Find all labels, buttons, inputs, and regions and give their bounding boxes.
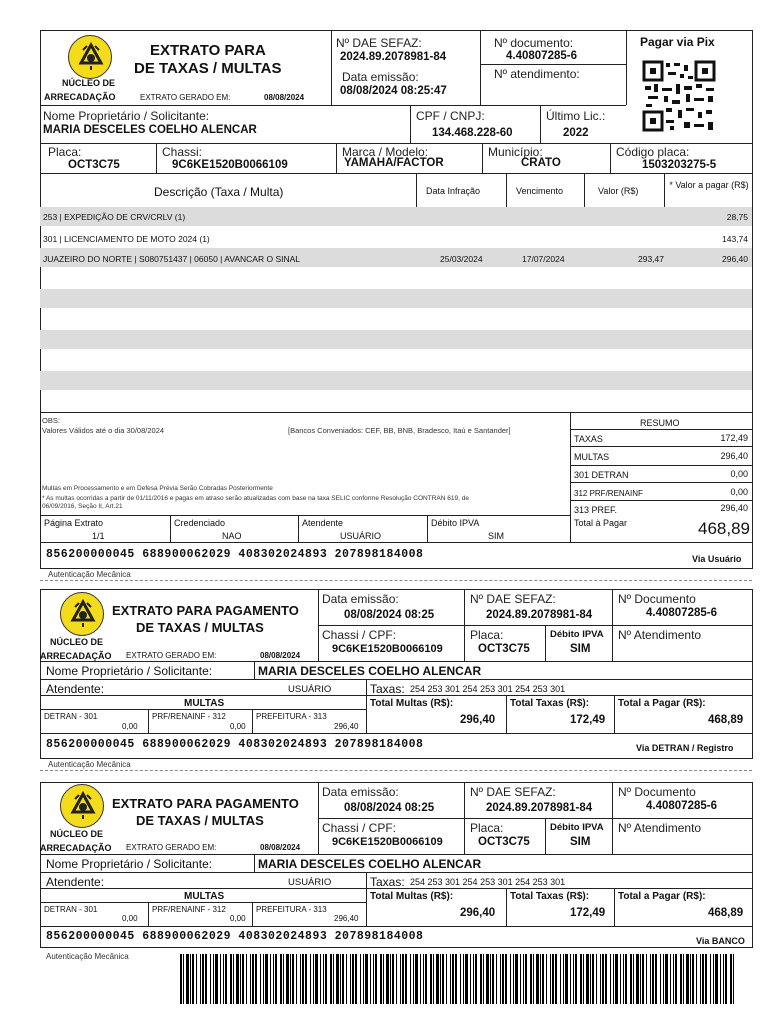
slip-multas-title: MULTAS (184, 698, 225, 709)
obs-note2: * As multas ocorridas a partir de 01/11/2016 e pagas em atraso serão atualizadas com base na taxa SELIC conforme Resolução CONTRAN 619, de (42, 495, 469, 502)
doc-value: 4.40807285-6 (506, 50, 577, 62)
summary-total-value: 468,89 (698, 519, 750, 538)
row-topay: 28,75 (726, 212, 748, 222)
slip-dae-value: 2024.89.2078981-84 (486, 609, 593, 621)
summary-value-pref: 296,40 (720, 503, 748, 513)
recycle-logo-icon (60, 592, 104, 636)
attendant-label: Atendente (302, 518, 344, 528)
slip-prf-label: PRF/RENAINF - 312 (152, 712, 226, 721)
slip-detran-label: DETRAN - 301 (44, 905, 98, 914)
slip-chassis-value: 9C6KE1520B0066109 (332, 643, 443, 655)
col-desc-header: Descrição (Taxa / Multa) (154, 185, 284, 199)
extract-title-line2: DE TAXAS / MULTAS (134, 60, 282, 77)
org-name-line2: ARRECADAÇÃO (44, 92, 116, 102)
row-due: 17/07/2024 (522, 254, 565, 264)
generated-label: EXTRATO GERADO EM: (126, 843, 217, 852)
extract-title-line1: EXTRATO PARA (150, 42, 266, 59)
cut-line (40, 580, 752, 581)
emission-label: Data emissão: (342, 70, 419, 84)
slip-plate-label: Placa: (470, 628, 504, 642)
ipva-debt-value: SIM (488, 531, 505, 541)
summary-value-detran: 0,00 (730, 469, 748, 479)
chassis-label: Chassi: (162, 145, 203, 159)
ipva-debt-label: Débito IPVA (431, 518, 480, 528)
slip-owner-label: Nome Proprietário / Solicitante: (46, 857, 213, 871)
slip-dae-label: Nº DAE SEFAZ: (470, 592, 556, 606)
slip-taxes-label: Taxas: (370, 875, 405, 889)
slip-dae-value: 2024.89.2078981-84 (486, 802, 593, 814)
row-desc: 253 | EXPEDIÇÃO DE CRV/CRLV (1) (43, 212, 186, 222)
summary-label-detran: 301 DETRAN (574, 470, 629, 480)
pix-label: Pagar via Pix (640, 35, 715, 49)
table-band (40, 330, 752, 349)
slip-doc-value: 4.40807285-6 (646, 607, 717, 619)
slip-detran-value: 0,00 (122, 914, 138, 923)
slip-title-line1: EXTRATO PARA PAGAMENTO (112, 796, 299, 811)
mechanical-auth-label: Autenticação Mecânica (48, 570, 131, 579)
last-lic-label: Último Lic.: (546, 109, 606, 123)
via-bank-label: Via BANCO (696, 936, 745, 946)
slip-total-taxas-label: Total Taxas (R$): (510, 891, 590, 902)
doc-label: Nº documento: (494, 36, 574, 50)
cpf-value: 134.468.228-60 (432, 127, 513, 139)
plate-code-value: 1503203275-5 (642, 159, 717, 171)
slip-title-line2: DE TAXAS / MULTAS (136, 813, 264, 828)
slip-att-value: USUÁRIO (288, 877, 332, 888)
slip-chassis-value: 9C6KE1520B0066109 (332, 836, 443, 848)
pix-qr-code-icon[interactable] (642, 60, 716, 132)
org-name-line1: NÚCLEO DE (62, 78, 116, 88)
slip-prf-label: PRF/RENAINF - 312 (152, 905, 226, 914)
summary-value-prf: 0,00 (730, 487, 748, 497)
slip-total-pagar-label: Total a Pagar (R$): (618, 698, 706, 709)
slip-total-multas-value: 296,40 (460, 907, 496, 919)
slip-plate-value: OCT3C75 (478, 643, 530, 655)
slip-taxes-value: 254 253 301 254 253 301 254 253 301 (410, 877, 566, 887)
org-name-line2: ARRECADAÇÃO (40, 843, 112, 853)
barcode-digits: 856200000045 688900062029 408302024893 207898184008 (46, 738, 424, 751)
slip-pref-value: 296,40 (334, 722, 359, 731)
dae-label: Nº DAE SEFAZ: (336, 36, 422, 50)
col-date-header: Data Infração (426, 186, 481, 196)
barcode-digits: 856200000045 688900062029 408302024893 207898184008 (46, 548, 424, 561)
table-band (40, 289, 752, 308)
slip-pref-label: PREFEITURA - 313 (256, 712, 327, 721)
obs-valid-date: Valores Válidos até o dia 30/08/2024 (42, 426, 165, 435)
slip-detran-label: DETRAN - 301 (44, 712, 98, 721)
city-label: Município: (488, 145, 543, 159)
slip-total-multas-label: Total Multas (R$): (370, 698, 454, 709)
slip-ipva-value: SIM (570, 643, 591, 655)
mechanical-auth-label: Autenticação Mecânica (46, 952, 129, 961)
generated-label: EXTRATO GERADO EM: (140, 93, 231, 102)
slip-att-label: Atendente: (46, 682, 105, 696)
generated-label: EXTRATO GERADO EM: (126, 651, 217, 660)
slip-att-value: USUÁRIO (288, 684, 332, 695)
slip-owner-label: Nome Proprietário / Solicitante: (46, 664, 213, 678)
row-topay: 296,40 (722, 254, 748, 264)
obs-note3: 06/09/2016, Seção II, Art.21 (42, 503, 123, 510)
slip-ipva-value: SIM (570, 836, 591, 848)
row-desc: JUAZEIRO DO NORTE | S080751437 | 06050 | AVANCAR O SINAL (43, 254, 301, 264)
generated-date: 08/08/2024 (260, 843, 301, 852)
slip-multas-title: MULTAS (184, 891, 225, 902)
brand-label: Marca / Modelo: (342, 145, 429, 159)
slip-emission-label: Data emissão: (322, 785, 399, 799)
slip-title-line1: EXTRATO PARA PAGAMENTO (112, 603, 299, 618)
plate-value: OCT3C75 (68, 159, 120, 171)
recycle-logo-icon (60, 784, 104, 828)
slip-total-multas-value: 296,40 (460, 714, 496, 726)
plate-code-label: Código placa: (616, 145, 690, 159)
row-topay: 143,74 (722, 234, 748, 244)
emission-value: 08/08/2024 08:25:47 (340, 85, 447, 97)
city-value: CRATO (521, 157, 561, 169)
summary-total-label: Total à Pagar (574, 518, 628, 528)
page-extract-value: 1/1 (92, 531, 105, 541)
slip-prf-value: 0,00 (230, 914, 246, 923)
slip-owner-value: MARIA DESCELES COELHO ALENCAR (258, 664, 482, 678)
org-name-line1: NÚCLEO DE (50, 637, 104, 647)
generated-date: 08/08/2024 (264, 93, 305, 102)
org-name-line1: NÚCLEO DE (50, 829, 104, 839)
slip-total-taxas-value: 172,49 (570, 907, 606, 919)
credentialed-label: Credenciado (174, 518, 226, 528)
mechanical-auth-label: Autenticação Mecânica (48, 760, 131, 769)
last-lic-value: 2022 (563, 127, 589, 139)
slip-emission-value: 08/08/2024 08:25 (344, 609, 435, 621)
col-value-header: Valor (R$) (598, 186, 639, 196)
summary-title: RESUMO (640, 418, 680, 428)
slip-total-taxas-label: Total Taxas (R$): (510, 698, 590, 709)
slip-total-taxas-value: 172,49 (570, 714, 606, 726)
via-user-label: Via Usuário (692, 554, 742, 564)
generated-date: 08/08/2024 (260, 651, 301, 660)
slip-ipva-label: Débito IPVA (550, 822, 604, 833)
summary-value-taxas: 172,49 (720, 433, 748, 443)
obs-note1: Multas em Processamento e em Defesa Prévia Serão Cobradas Posteriormente (42, 485, 273, 492)
slip-doc-label: Nº Documento (618, 785, 696, 799)
summary-label-taxas: TAXAS (574, 434, 603, 444)
chassis-value: 9C6KE1520B0066109 (172, 159, 288, 171)
row-value: 293,47 (638, 254, 664, 264)
summary-value-multas: 296,40 (720, 451, 748, 461)
cut-line (40, 770, 752, 771)
owner-label: Nome Proprietário / Solicitante: (43, 109, 210, 123)
slip-detran-value: 0,00 (122, 722, 138, 731)
slip-dae-label: Nº DAE SEFAZ: (470, 785, 556, 799)
page-extract-label: Página Extrato (44, 518, 104, 528)
slip-chassis-label: Chassi / CPF: (322, 821, 397, 835)
plate-label: Placa: (48, 145, 82, 159)
slip-plate-label: Placa: (470, 821, 504, 835)
slip-emission-label: Data emissão: (322, 592, 399, 606)
table-band (40, 371, 752, 390)
brand-value: YAMAHA/FACTOR (344, 157, 444, 169)
obs-label: OBS: (42, 416, 60, 425)
slip-owner-value: MARIA DESCELES COELHO ALENCAR (258, 857, 482, 871)
obs-banks: [Bancos Conveniados: CEF, BB, BNB, Bradesco, Itaú e Santander] (288, 426, 511, 435)
slip-att-label: Atendente: (46, 875, 105, 889)
slip-total-pagar-value: 468,89 (708, 907, 744, 919)
slip-pref-label: PREFEITURA - 313 (256, 905, 327, 914)
col-topay-header: * Valor a pagar (R$) (669, 180, 749, 190)
attendant-value: USUÁRIO (340, 531, 382, 541)
slip-emission-value: 08/08/2024 08:25 (344, 802, 435, 814)
summary-label-prf: 312 PRF/RENAINF (574, 489, 643, 498)
payment-barcode-icon[interactable] (180, 954, 740, 1004)
credentialed-value: NAO (222, 531, 242, 541)
slip-att-no-label: Nº Atendimento (618, 821, 702, 835)
summary-label-pref: 313 PREF. (574, 505, 618, 515)
slip-doc-label: Nº Documento (618, 592, 696, 606)
cpf-label: CPF / CNPJ: (416, 109, 485, 123)
slip-title-line2: DE TAXAS / MULTAS (136, 620, 264, 635)
slip-doc-value: 4.40807285-6 (646, 800, 717, 812)
slip-total-pagar-value: 468,89 (708, 714, 744, 726)
slip-att-no-label: Nº Atendimento (618, 628, 702, 642)
slip-taxes-label: Taxas: (370, 682, 405, 696)
owner-value: MARIA DESCELES COELHO ALENCAR (43, 124, 257, 136)
row-desc: 301 | LICENCIAMENTO DE MOTO 2024 (1) (43, 234, 210, 244)
dae-value: 2024.89.2078981-84 (340, 51, 447, 63)
recycle-logo-icon (68, 35, 112, 79)
slip-plate-value: OCT3C75 (478, 836, 530, 848)
slip-prf-value: 0,00 (230, 722, 246, 731)
slip-ipva-label: Débito IPVA (550, 629, 604, 640)
row-date: 25/03/2024 (440, 254, 483, 264)
barcode-digits: 856200000045 688900062029 408302024893 207898184008 (46, 930, 424, 943)
slip-total-multas-label: Total Multas (R$): (370, 891, 454, 902)
org-name-line2: ARRECADAÇÃO (40, 651, 112, 661)
summary-label-multas: MULTAS (574, 452, 610, 462)
slip-pref-value: 296,40 (334, 914, 359, 923)
slip-total-pagar-label: Total a Pagar (R$): (618, 891, 706, 902)
slip-chassis-label: Chassi / CPF: (322, 628, 397, 642)
slip-taxes-value: 254 253 301 254 253 301 254 253 301 (410, 684, 566, 694)
col-due-header: Vencimento (516, 186, 564, 196)
via-detran-label: Via DETRAN / Registro (636, 743, 734, 753)
attendance-label: Nº atendimento: (494, 67, 580, 81)
